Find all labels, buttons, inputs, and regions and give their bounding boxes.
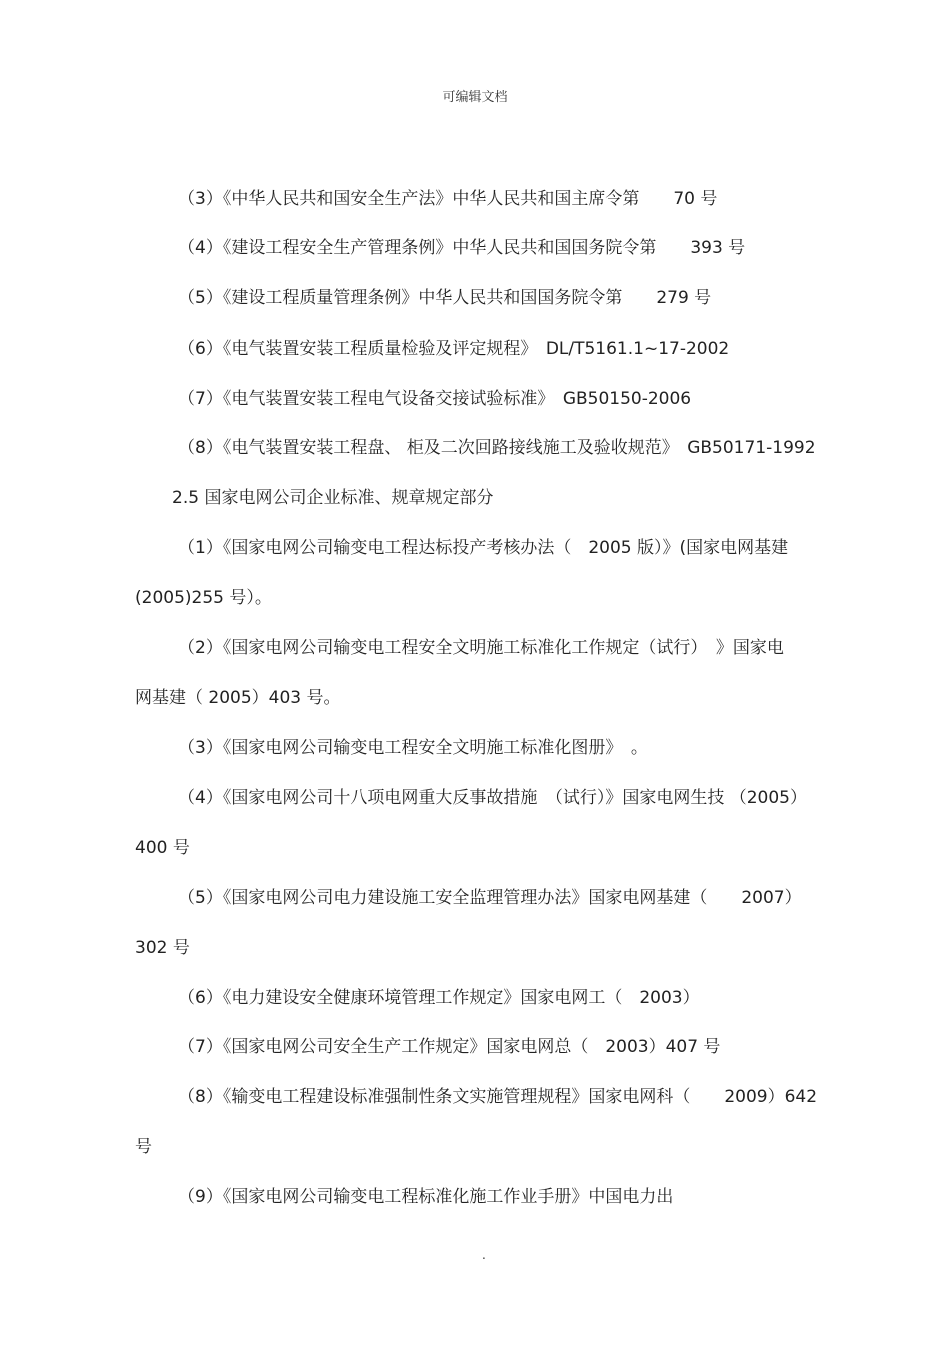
- standard-line-8: （8）《输变电工程建设标准强制性条文实施管理规程》国家电网科（ 2009）642: [178, 1087, 818, 1107]
- reference-line-4: （4）《建设工程安全生产管理条例》中华人民共和国国务院令第 393 号: [178, 238, 746, 258]
- standard-line-1-cont: (2005)255 号）。: [135, 588, 272, 608]
- standard-line-3: （3）《国家电网公司输变电工程安全文明施工标准化图册》 。: [178, 738, 648, 758]
- standard-line-1: （1）《国家电网公司输变电工程达标投产考核办法（ 2005 版）》(国家电网基建: [178, 538, 789, 558]
- standard-line-5: （5）《国家电网公司电力建设施工安全监理管理办法》国家电网基建（ 2007）: [178, 888, 802, 908]
- standard-line-8-cont: 号: [135, 1137, 152, 1157]
- standard-line-5-cont: 302 号: [135, 938, 190, 958]
- page-footer: .: [482, 1248, 486, 1262]
- standard-line-9: （9）《国家电网公司输变电工程标准化施工作业手册》中国电力出: [178, 1187, 674, 1207]
- standard-line-2: （2）《国家电网公司输变电工程安全文明施工标准化工作规定（试行） 》国家电: [178, 638, 784, 658]
- reference-line-7: （7）《电气装置安装工程电气设备交接试验标准》 GB50150-2006: [178, 389, 692, 409]
- section-heading: 2.5 国家电网公司企业标准、规章规定部分: [172, 488, 494, 508]
- reference-line-3: （3）《中华人民共和国安全生产法》中华人民共和国主席令第 70 号: [178, 189, 718, 209]
- reference-line-6: （6）《电气装置安装工程质量检验及评定规程》 DL/T5161.1~17-2002: [178, 339, 730, 359]
- standard-line-7: （7）《国家电网公司安全生产工作规定》国家电网总（ 2003）407 号: [178, 1037, 721, 1057]
- standard-line-6: （6）《电力建设安全健康环境管理工作规定》国家电网工（ 2003）: [178, 988, 700, 1008]
- standard-line-2-cont: 网基建（ 2005）403 号。: [135, 688, 341, 708]
- reference-line-8: （8）《电气装置安装工程盘、 柜及二次回路接线施工及验收规范》 GB50171-1992: [178, 438, 816, 458]
- standard-line-4-cont: 400 号: [135, 838, 190, 858]
- standard-line-4: （4）《国家电网公司十八项电网重大反事故措施 （试行）》国家电网生技 （2005）: [178, 788, 807, 808]
- reference-line-5: （5）《建设工程质量管理条例》中华人民共和国国务院令第 279 号: [178, 288, 712, 308]
- page-header: 可编辑文档: [442, 90, 508, 105]
